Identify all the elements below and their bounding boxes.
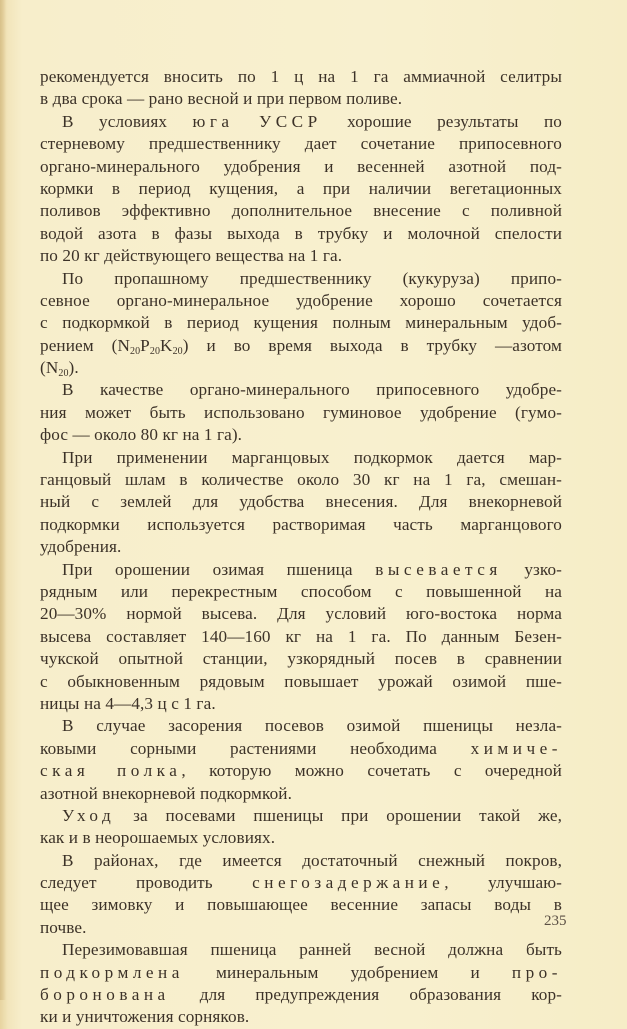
text-line: фос — около 80 кг на 1 га). — [40, 425, 243, 445]
text-line: ганцовый шлам в количестве около 30 кг на 1 га, смешан- — [40, 470, 562, 490]
text-line: Перезимовавшая пшеница ранней весной должна быть — [62, 940, 562, 960]
text-line: азотной внекорневой подкормкой. — [40, 783, 292, 803]
spaced-emphasis: Уход — [62, 805, 116, 825]
paragraph-care — [40, 805, 562, 850]
paragraph-ussr-south — [40, 111, 562, 268]
text-line: $(N_{20})$. — [40, 358, 79, 380]
text-line: органо-минерального удобрения и весенней азотной под- — [40, 156, 562, 176]
text-line: В районах, где имеется достаточный снежный покров, — [62, 850, 562, 870]
text-line: В условиях юга УССР хорошие результаты по — [62, 111, 562, 131]
text-line: водой азота в фазы выхода в трубку и молочной спелости — [40, 223, 562, 243]
text-line: рекомендуется вносить по 1 ц на 1 га аммиачной селитры — [40, 67, 562, 86]
paragraph-weed-control — [40, 715, 562, 805]
text-line: При применении марганцовых подкормок дается мар- — [62, 447, 562, 467]
text-line: кормки в период кущения, а при наличии вегетационных — [40, 178, 562, 198]
subscript: 20 — [129, 345, 141, 357]
paragraph-spring-feeding — [40, 939, 562, 1029]
text-line: чукской опытной станции, узкорядный посев в сравнении — [40, 649, 562, 669]
spaced-emphasis: про- — [511, 962, 562, 982]
text-line: подкормки используется растворимая часть марганцового — [40, 514, 562, 534]
page-edge-shadow — [0, 0, 6, 1000]
text-line: почве. — [40, 917, 87, 937]
text-line: удобрения. — [40, 537, 122, 557]
spaced-emphasis: высевается — [375, 559, 502, 579]
paragraph-irrigation-sowing — [40, 559, 562, 716]
text-line: щее зимовку и повышающее весенние запасы воды в — [40, 895, 562, 915]
body-text — [40, 66, 562, 1029]
spaced-emphasis: УССР — [259, 111, 322, 131]
text-line: По пропашному предшественнику (кукуруза) припо- — [62, 268, 562, 288]
text-line: ковыми сорными растениями необходима химиче- — [40, 738, 562, 758]
text-line: ская полка, которую можно сочетать с очередной — [40, 761, 562, 781]
text-line: В случае засорения посевов озимой пшеницы незла- — [62, 716, 562, 736]
subscript: 20 — [58, 368, 69, 380]
text-line: по 20 кг действующего вещества на 1 га. — [40, 246, 343, 266]
paragraph-manganese — [40, 447, 562, 559]
spaced-emphasis: ская полка — [40, 761, 182, 781]
subscript: 20 — [149, 345, 161, 357]
paragraph-row-crop-predecessor — [40, 268, 562, 380]
text-line: ный с землей для удобства внесения. Для внекорневой — [40, 492, 562, 512]
text-line: ки и уничтожения сорняков. — [40, 1007, 250, 1027]
paragraph-snow-retention — [40, 850, 562, 940]
spaced-emphasis: снегозадержание — [252, 873, 445, 893]
text-line: в два срока — рано весной и при первом поливе. — [40, 89, 403, 109]
text-line: Уход за посевами пшеницы при орошении такой же, — [62, 805, 562, 825]
text-line: 20—30% нормой высева. Для условий юго-востока норма — [40, 604, 562, 624]
text-line: В качестве органо-минерального припосевного удобре- — [62, 380, 562, 400]
spaced-emphasis: химиче- — [470, 738, 562, 758]
text-line: подкормлена минеральным удобрением и про- — [40, 962, 562, 982]
subscript: 20 — [172, 345, 183, 357]
spaced-emphasis: боронована — [40, 985, 170, 1005]
page-number: 235 — [544, 913, 567, 929]
text-line: При орошении озимая пшеница высевается узко- — [62, 559, 562, 579]
text-line: боронована для предупреждения образования кор- — [40, 985, 562, 1005]
text-line: севное органо-минеральное удобрение хорошо сочетается — [40, 290, 562, 310]
text-line: ницы на 4—4,3 ц с 1 га. — [40, 693, 216, 713]
text-line: с обыкновенным рядовым повышает урожай озимой пше- — [40, 671, 562, 691]
text-line: ния может быть использовано гуминовое удобрение (гумо- — [40, 402, 562, 422]
text-line: высева составляет 140—160 кг на 1 га. По данным Безен- — [40, 626, 562, 646]
paragraph-continuation — [40, 66, 562, 111]
spaced-emphasis: юга — [192, 111, 234, 131]
text-line: рением $(N_{20}P_{20}K_{20})$ и во время выхода в трубку —азотом — [40, 335, 562, 357]
text-line: с подкормкой в период кущения полным минеральным удоб- — [40, 313, 562, 333]
text-line: как и в неорошаемых условиях. — [40, 828, 276, 848]
paragraph-humofos — [40, 379, 562, 446]
text-line: стерневому предшественнику дает сочетание припосевного — [40, 134, 562, 154]
text-line: рядным или перекрестным способом с повышенной на — [40, 581, 562, 601]
text-line: следует проводить снегозадержание, улучшаю- — [40, 873, 562, 893]
text-line: поливов эффективно дополнительное внесение с поливной — [40, 201, 562, 221]
spaced-emphasis: подкормлена — [40, 962, 184, 982]
